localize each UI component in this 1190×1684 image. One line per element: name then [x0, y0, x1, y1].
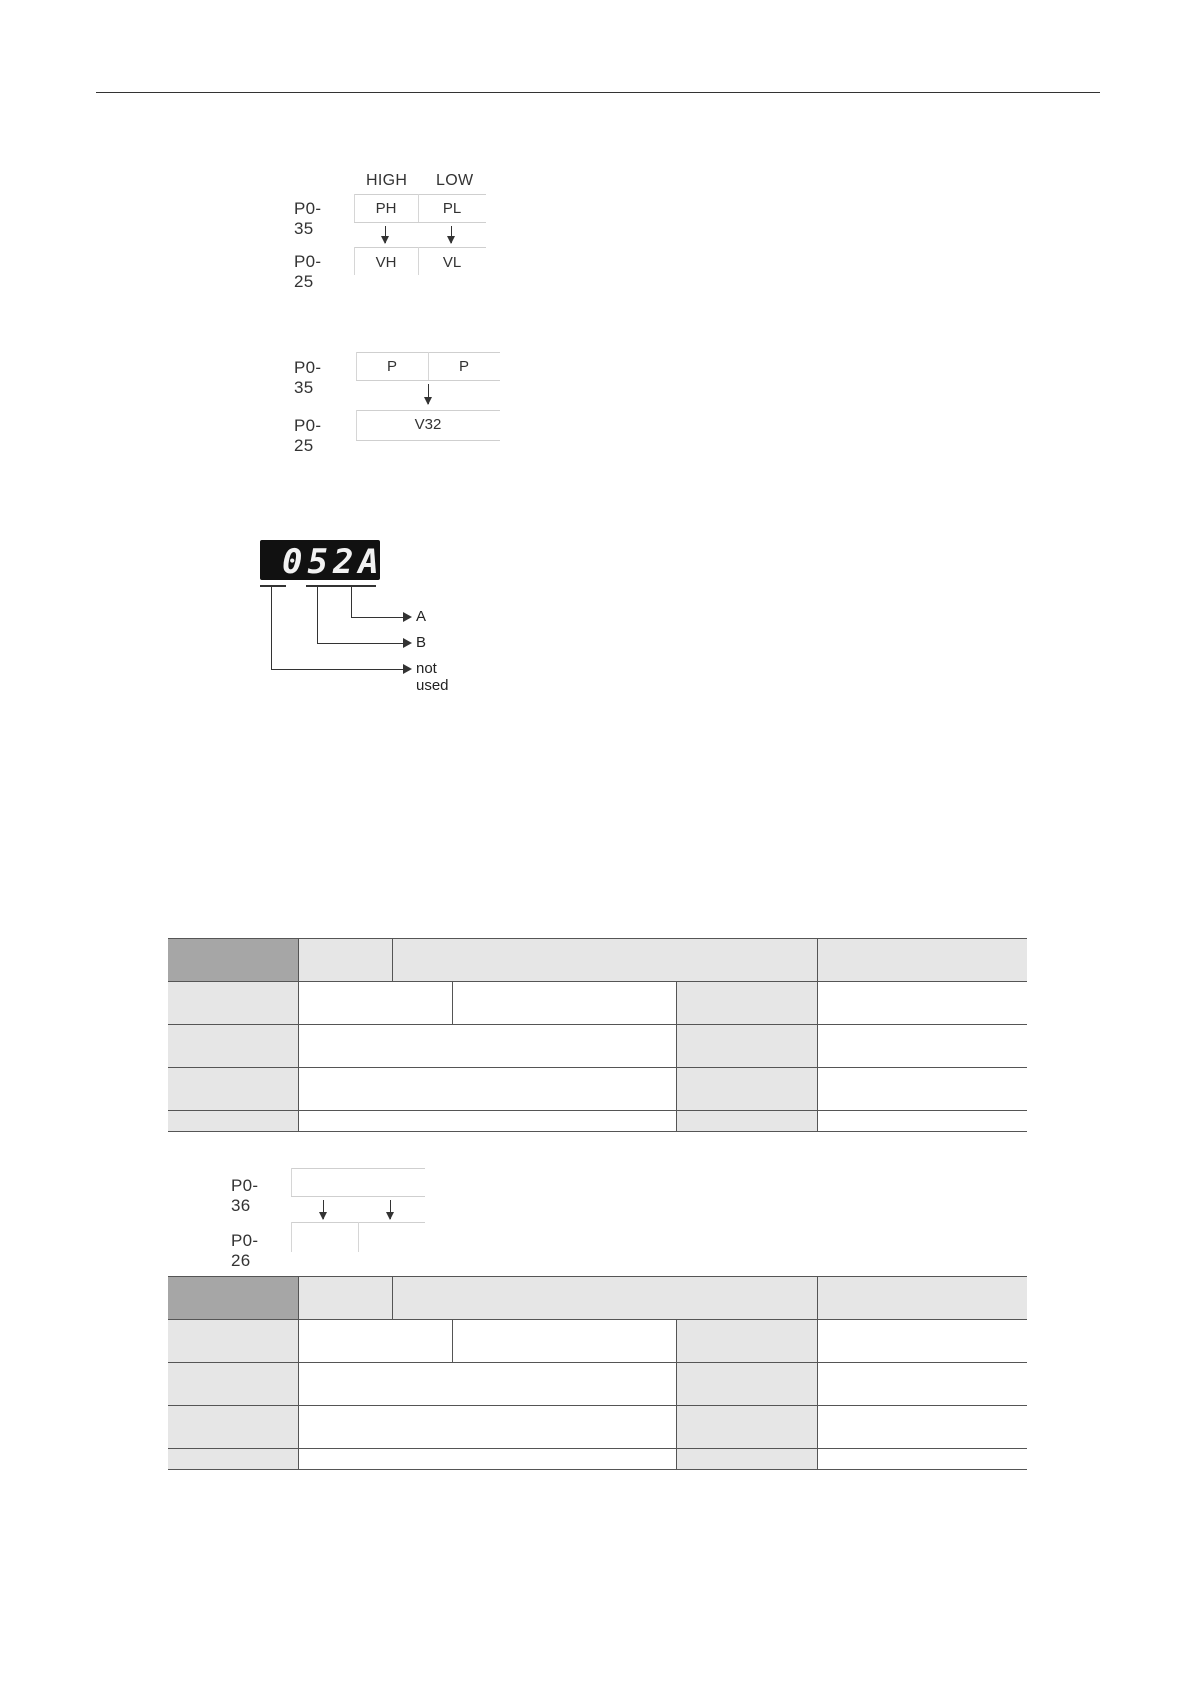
table-value-cell — [817, 982, 1027, 1025]
table-label-cell — [168, 1068, 298, 1111]
table-header-cell — [298, 939, 392, 982]
down-arrow-icon — [451, 226, 452, 243]
table-label-cell — [676, 1363, 817, 1406]
table-value-cell — [817, 1363, 1027, 1406]
table-value-cell — [298, 1111, 676, 1132]
table-value-cell — [452, 982, 676, 1025]
connector-a — [351, 617, 403, 618]
group-underline — [332, 585, 376, 587]
table-value-cell — [298, 1363, 676, 1406]
grid-line — [358, 1222, 359, 1252]
label-b: B — [416, 634, 427, 651]
cell-vh: VH — [375, 254, 397, 271]
parameter-table-2 — [168, 1276, 1027, 1470]
display-value: 052A — [282, 542, 384, 582]
grid-line — [356, 352, 357, 380]
row-label-p0-25: P0-25 — [294, 252, 322, 291]
table-value-cell — [452, 1320, 676, 1363]
down-arrow-icon — [428, 384, 429, 404]
row-label-p0-26: P0-26 — [231, 1231, 259, 1270]
table-value-cell — [817, 1406, 1027, 1449]
label-a: A — [416, 608, 427, 625]
cell-v32: V32 — [414, 416, 442, 433]
cell-p-high: P — [386, 358, 397, 375]
table-label-cell — [168, 1449, 298, 1470]
table-value-cell — [817, 1068, 1027, 1111]
group-underline — [306, 585, 332, 587]
row-label-p0-36: P0-36 — [231, 1176, 259, 1215]
down-arrow-icon — [385, 226, 386, 243]
table-label-cell — [676, 1449, 817, 1470]
table-header-cell — [168, 1277, 298, 1320]
connector-not-used — [271, 669, 403, 670]
row-label-p0-25: P0-25 — [294, 416, 322, 455]
cell-pl: PL — [442, 200, 462, 217]
grid-line — [356, 410, 357, 440]
cell-ph: PH — [375, 200, 397, 217]
grid-line — [418, 194, 419, 222]
table-header-cell — [298, 1277, 392, 1320]
table-header-cell — [817, 939, 1027, 982]
grid-line — [356, 380, 500, 381]
table-label-cell — [168, 982, 298, 1025]
arrow-head-icon — [403, 664, 412, 674]
arrow-head-icon — [403, 612, 412, 622]
grid-line — [291, 1168, 292, 1196]
cell-vl: VL — [442, 254, 462, 271]
group-underline — [260, 585, 286, 587]
grid-line — [354, 247, 486, 248]
column-label-low: LOW — [436, 172, 474, 189]
grid-line — [418, 247, 419, 275]
label-not-used: not used — [416, 660, 449, 694]
header-rule — [96, 92, 1100, 93]
grid-line — [354, 194, 486, 195]
table-value-cell — [817, 1449, 1027, 1470]
table-label-cell — [168, 1025, 298, 1068]
down-arrow-icon — [323, 1200, 324, 1219]
table-value-cell — [817, 1025, 1027, 1068]
table-header-cell — [817, 1277, 1027, 1320]
grid-line — [291, 1222, 292, 1252]
table-header-cell — [392, 939, 817, 982]
table-value-cell — [298, 982, 452, 1025]
table-value-cell — [298, 1406, 676, 1449]
table-header-cell — [392, 1277, 817, 1320]
grid-line — [354, 222, 486, 223]
grid-line — [354, 194, 355, 222]
connector-not-used — [271, 587, 272, 669]
grid-line — [291, 1168, 425, 1169]
connector-a — [351, 587, 352, 617]
grid-line — [291, 1196, 425, 1197]
table-header-cell — [168, 939, 298, 982]
table-label-cell — [676, 1406, 817, 1449]
table-label-cell — [676, 1025, 817, 1068]
column-label-high: HIGH — [366, 172, 408, 189]
grid-line — [356, 440, 500, 441]
grid-line — [356, 410, 500, 411]
down-arrow-icon — [390, 1200, 391, 1219]
connector-b — [317, 643, 403, 644]
row-label-p0-35: P0-35 — [294, 199, 322, 238]
grid-line — [428, 352, 429, 380]
table-value-cell — [298, 1449, 676, 1470]
table-label-cell — [168, 1320, 298, 1363]
table-value-cell — [298, 1025, 676, 1068]
table-label-cell — [168, 1406, 298, 1449]
table-label-cell — [676, 1320, 817, 1363]
table-value-cell — [298, 1320, 452, 1363]
parameter-table-1 — [168, 938, 1027, 1132]
table-label-cell — [168, 1111, 298, 1132]
connector-b — [317, 587, 318, 643]
table-value-cell — [817, 1320, 1027, 1363]
arrow-head-icon — [403, 638, 412, 648]
table-label-cell — [676, 1068, 817, 1111]
table-label-cell — [168, 1363, 298, 1406]
table-value-cell — [298, 1068, 676, 1111]
table-label-cell — [676, 1111, 817, 1132]
cell-p-low: P — [458, 358, 469, 375]
led-display — [260, 540, 384, 582]
grid-line — [354, 247, 355, 275]
table-value-cell — [817, 1111, 1027, 1132]
row-label-p0-35: P0-35 — [294, 358, 322, 397]
table-label-cell — [676, 982, 817, 1025]
